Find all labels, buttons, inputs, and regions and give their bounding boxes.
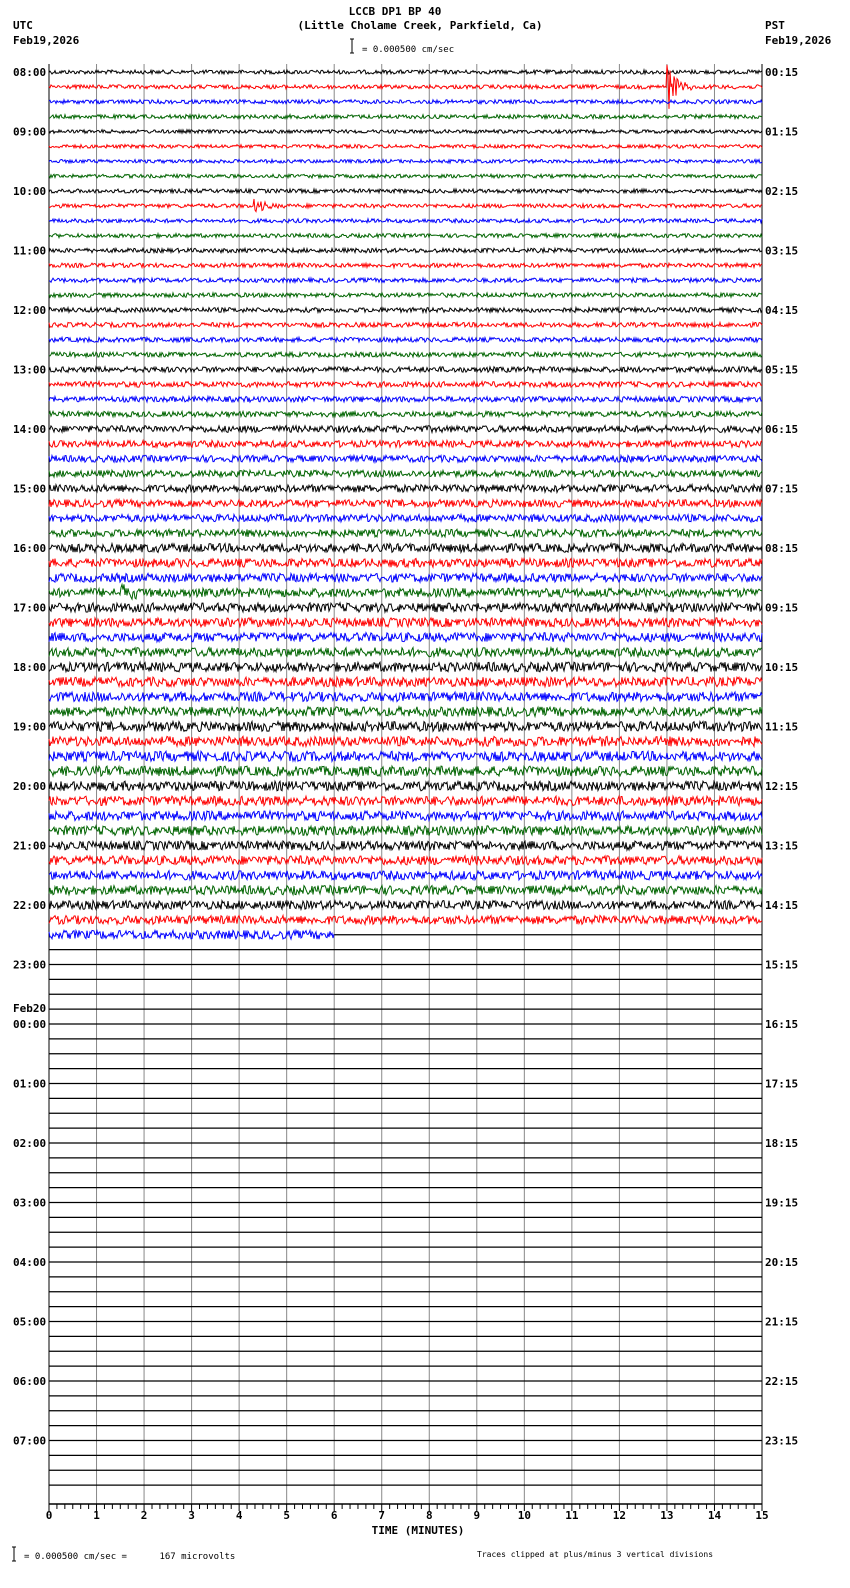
seismic-trace — [49, 382, 762, 388]
seismic-trace — [49, 901, 762, 910]
utc-hour-label: 13:00 — [13, 363, 47, 377]
pst-hour-label: 04:15 — [765, 304, 799, 317]
pst-hour-label: 16:15 — [765, 1018, 799, 1031]
pst-hour-label: 20:15 — [765, 1256, 799, 1269]
pst-hour-label: 10:15 — [765, 661, 799, 674]
x-tick-label: 5 — [283, 1509, 290, 1522]
utc-hour-label: 06:00 — [13, 1375, 47, 1388]
pst-hour-label: 05:15 — [765, 363, 799, 377]
pst-hour-label: 11:15 — [765, 720, 799, 734]
pst-hour-label: 17:15 — [765, 1077, 799, 1091]
utc-hour-label: 07:00 — [13, 1434, 47, 1448]
seismic-trace — [49, 841, 762, 850]
x-tick-label: 1 — [93, 1509, 100, 1522]
pst-hour-label: 14:15 — [765, 899, 799, 912]
x-tick-label: 2 — [140, 1509, 148, 1522]
footer-scale-icon — [12, 1547, 16, 1561]
utc-hour-label: 19:00 — [13, 720, 47, 734]
pst-hour-label: 02:15 — [765, 185, 799, 198]
utc-hour-label: 18:00 — [13, 661, 47, 674]
seismic-trace — [49, 278, 762, 282]
pst-hour-label: 08:15 — [765, 542, 799, 555]
seismic-trace — [49, 115, 762, 119]
clip-note: Traces clipped at plus/minus 3 vertical divisions — [477, 1550, 714, 1559]
utc-hour-label: 22:00 — [13, 899, 47, 912]
x-tick-label: 4 — [235, 1509, 243, 1522]
pst-hour-label: 19:15 — [765, 1196, 799, 1210]
pst-hour-label: 23:15 — [765, 1434, 799, 1448]
next-day-label: Feb20 — [13, 1002, 47, 1015]
seismic-trace — [49, 308, 762, 313]
seismic-trace — [49, 811, 762, 821]
x-axis-label: TIME (MINUTES) — [371, 1524, 465, 1537]
utc-hour-label: 08:00 — [13, 66, 47, 79]
time-axis — [46, 1504, 769, 1522]
x-tick-label: 12 — [612, 1509, 627, 1522]
seismic-trace — [49, 248, 762, 252]
seismic-trace — [49, 559, 762, 568]
utc-hour-label: 11:00 — [13, 244, 47, 258]
x-tick-label: 8 — [425, 1509, 433, 1522]
seismic-trace — [49, 455, 762, 462]
seismic-trace — [49, 426, 762, 433]
seismic-trace — [49, 692, 762, 702]
plot-title: LCCB DP1 BP 40 — [348, 5, 442, 18]
plot-subtitle: (Little Cholame Creek, Parkfield, Ca) — [297, 19, 543, 32]
seismic-trace — [49, 573, 762, 582]
seismic-trace — [49, 677, 762, 687]
seismic-trace — [49, 886, 762, 895]
seismic-trace — [49, 751, 762, 761]
right-date: Feb19,2026 — [765, 34, 832, 47]
seismic-trace — [49, 337, 762, 342]
pst-hour-label: 21:15 — [765, 1315, 799, 1329]
seismic-trace — [49, 293, 762, 297]
seismic-trace — [49, 856, 762, 865]
seismic-trace — [49, 766, 762, 776]
utc-hour-label: 09:00 — [13, 125, 47, 139]
utc-hour-label: 16:00 — [13, 542, 47, 555]
x-tick-label: 11 — [565, 1509, 579, 1522]
pst-hour-label: 18:15 — [765, 1137, 799, 1150]
footer-scale-text: = 0.000500 cm/sec = 167 microvolts — [24, 1552, 236, 1562]
utc-hour-label: 02:00 — [13, 1137, 47, 1150]
seismic-trace — [49, 130, 762, 134]
utc-hour-label: 03:00 — [13, 1196, 47, 1210]
utc-hour-label: 00:00 — [13, 1018, 47, 1031]
seismic-trace — [49, 367, 762, 373]
scale-label: = 0.000500 cm/sec — [362, 45, 455, 55]
seismic-trace — [49, 160, 762, 164]
seismic-trace — [49, 174, 762, 178]
x-tick-label: 0 — [45, 1509, 53, 1522]
seismic-trace — [49, 648, 762, 657]
x-tick-label: 7 — [378, 1509, 386, 1522]
utc-hour-label: 15:00 — [13, 482, 47, 496]
pst-hour-label: 09:15 — [765, 601, 799, 615]
seismic-trace — [49, 916, 762, 925]
seismic-trace — [49, 323, 762, 328]
pst-hour-label: 01:15 — [765, 125, 799, 139]
utc-hour-label: 05:00 — [13, 1315, 47, 1329]
scale-bar-icon — [350, 39, 354, 53]
right-timezone: PST — [765, 19, 785, 32]
seismic-trace — [49, 633, 762, 642]
utc-hour-label: 10:00 — [13, 185, 47, 198]
seismic-trace — [49, 871, 762, 880]
pst-hour-label: 13:15 — [765, 839, 799, 853]
x-tick-label: 13 — [660, 1509, 674, 1522]
x-tick-label: 9 — [473, 1509, 481, 1522]
seismic-trace — [49, 485, 762, 493]
seismic-trace — [49, 263, 762, 267]
seismic-trace — [49, 70, 762, 74]
pst-hour-label: 07:15 — [765, 482, 799, 496]
utc-hour-label: 04:00 — [13, 1256, 47, 1269]
x-tick-label: 3 — [188, 1509, 195, 1522]
utc-hour-label: 23:00 — [13, 958, 47, 972]
seismic-trace — [49, 199, 762, 212]
pst-hour-label: 15:15 — [765, 958, 799, 972]
seismic-trace — [49, 515, 762, 523]
seismic-trace — [49, 219, 762, 223]
seismic-trace — [49, 470, 762, 477]
pst-hour-label: 03:15 — [765, 244, 799, 258]
pst-hour-label: 12:15 — [765, 780, 799, 793]
seismic-trace — [49, 826, 762, 836]
seismic-trace — [49, 100, 762, 104]
seismic-trace — [49, 618, 762, 627]
seismic-trace — [49, 397, 762, 403]
seismic-trace — [49, 544, 762, 553]
seismic-trace — [49, 500, 762, 508]
seismic-trace — [49, 603, 762, 612]
utc-hour-label: 12:00 — [13, 304, 47, 317]
seismic-trace — [49, 722, 762, 732]
utc-hour-label: 20:00 — [13, 780, 47, 793]
x-tick-label: 15 — [755, 1509, 769, 1522]
seismic-trace — [49, 529, 762, 537]
seismic-trace — [49, 411, 762, 417]
left-timezone: UTC — [13, 19, 33, 32]
seismic-trace — [49, 584, 762, 599]
utc-hour-label: 17:00 — [13, 601, 47, 615]
traces — [49, 65, 762, 939]
seismic-trace — [49, 781, 762, 791]
pst-hour-label: 22:15 — [765, 1375, 799, 1388]
utc-hour-label: 14:00 — [13, 423, 47, 436]
seismic-trace — [49, 352, 762, 357]
seismic-trace — [49, 189, 762, 193]
seismic-trace — [49, 796, 762, 806]
x-tick-label: 6 — [330, 1509, 338, 1522]
seismic-trace — [49, 736, 762, 746]
pst-hour-label: 00:15 — [765, 66, 799, 79]
seismic-trace — [49, 145, 762, 149]
seismic-trace — [49, 662, 762, 672]
seismic-trace — [49, 441, 762, 448]
seismic-trace — [49, 707, 762, 717]
x-tick-label: 10 — [517, 1509, 531, 1522]
utc-hour-label: 01:00 — [13, 1077, 47, 1091]
seismic-trace — [49, 234, 762, 238]
utc-hour-label: 21:00 — [13, 839, 47, 853]
pst-hour-label: 06:15 — [765, 423, 799, 436]
left-date: Feb19,2026 — [13, 34, 80, 47]
x-tick-label: 14 — [707, 1509, 722, 1522]
